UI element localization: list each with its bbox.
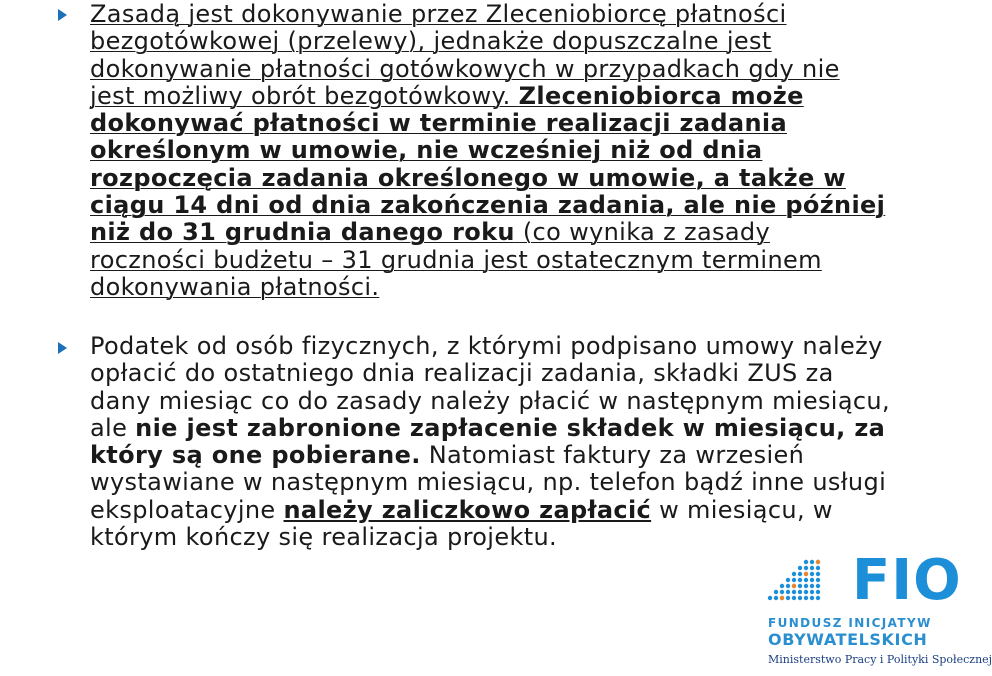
paragraph-tax-emphasis: nie jest zabronione zapłacenie składek w miesiącu, za który są one pobierane. (90, 413, 886, 470)
paragraph-tax-advance: należy zaliczkowo zapłacić (283, 495, 652, 524)
paragraph-tax-invoices: Natomiast faktury za wrzesień wystawiane w następnym miesiącu, np. telefon bądź inne usługi eksploatacyjne (90, 441, 887, 524)
paragraph-tax-end: w miesiącu, w którym kończy się realizacja projektu. (90, 495, 833, 552)
logo-ministry: Ministerstwo Pracy i Polityki Społecznej (768, 653, 992, 666)
logo-fundusz: FUNDUSZ INICJATYW (768, 616, 932, 630)
logo-obywatelskich: OBYWATELSKICH (768, 630, 928, 649)
paragraph-payments (90, 1, 890, 301)
bullet-arrow-icon (58, 9, 67, 21)
paragraph-payments-note: (co wynika z zasady roczności budżetu – 31 grudnia jest ostatecznym terminem dokonywania płatności. (90, 218, 822, 301)
paragraph-tax (90, 333, 890, 551)
paragraph-tax-intro: Podatek od osób fizycznych, z którymi podpisano umowy należy opłacić do ostatniego dnia realizacji zadania, składki ZUS za dany miesiąc co do zasady należy płacić w następnym miesiącu, ale (90, 332, 890, 442)
bullet-arrow-icon (58, 342, 67, 354)
paragraph-payments-intro: Zasadą jest dokonywanie przez Zleceniobiorcę płatności bezgotówkowej (przelewy), jednakże dopuszczalne jest dokonywanie płatności gotówkowych w przypadkach gdy nie jest możliwy obrót bezgotówkowy. (90, 0, 840, 110)
logo-fio: FIO (852, 548, 962, 613)
paragraph-payments-deadline: Zleceniobiorca może dokonywać płatności w terminie realizacji zadania określonym w umowie, nie wcześniej niż od dnia rozpoczęcia zadania określonego w umowie, a także w ciągu 14 dni od dnia zakończenia zadania, ale nie później niż do 31 grudnia danego roku (90, 81, 886, 247)
